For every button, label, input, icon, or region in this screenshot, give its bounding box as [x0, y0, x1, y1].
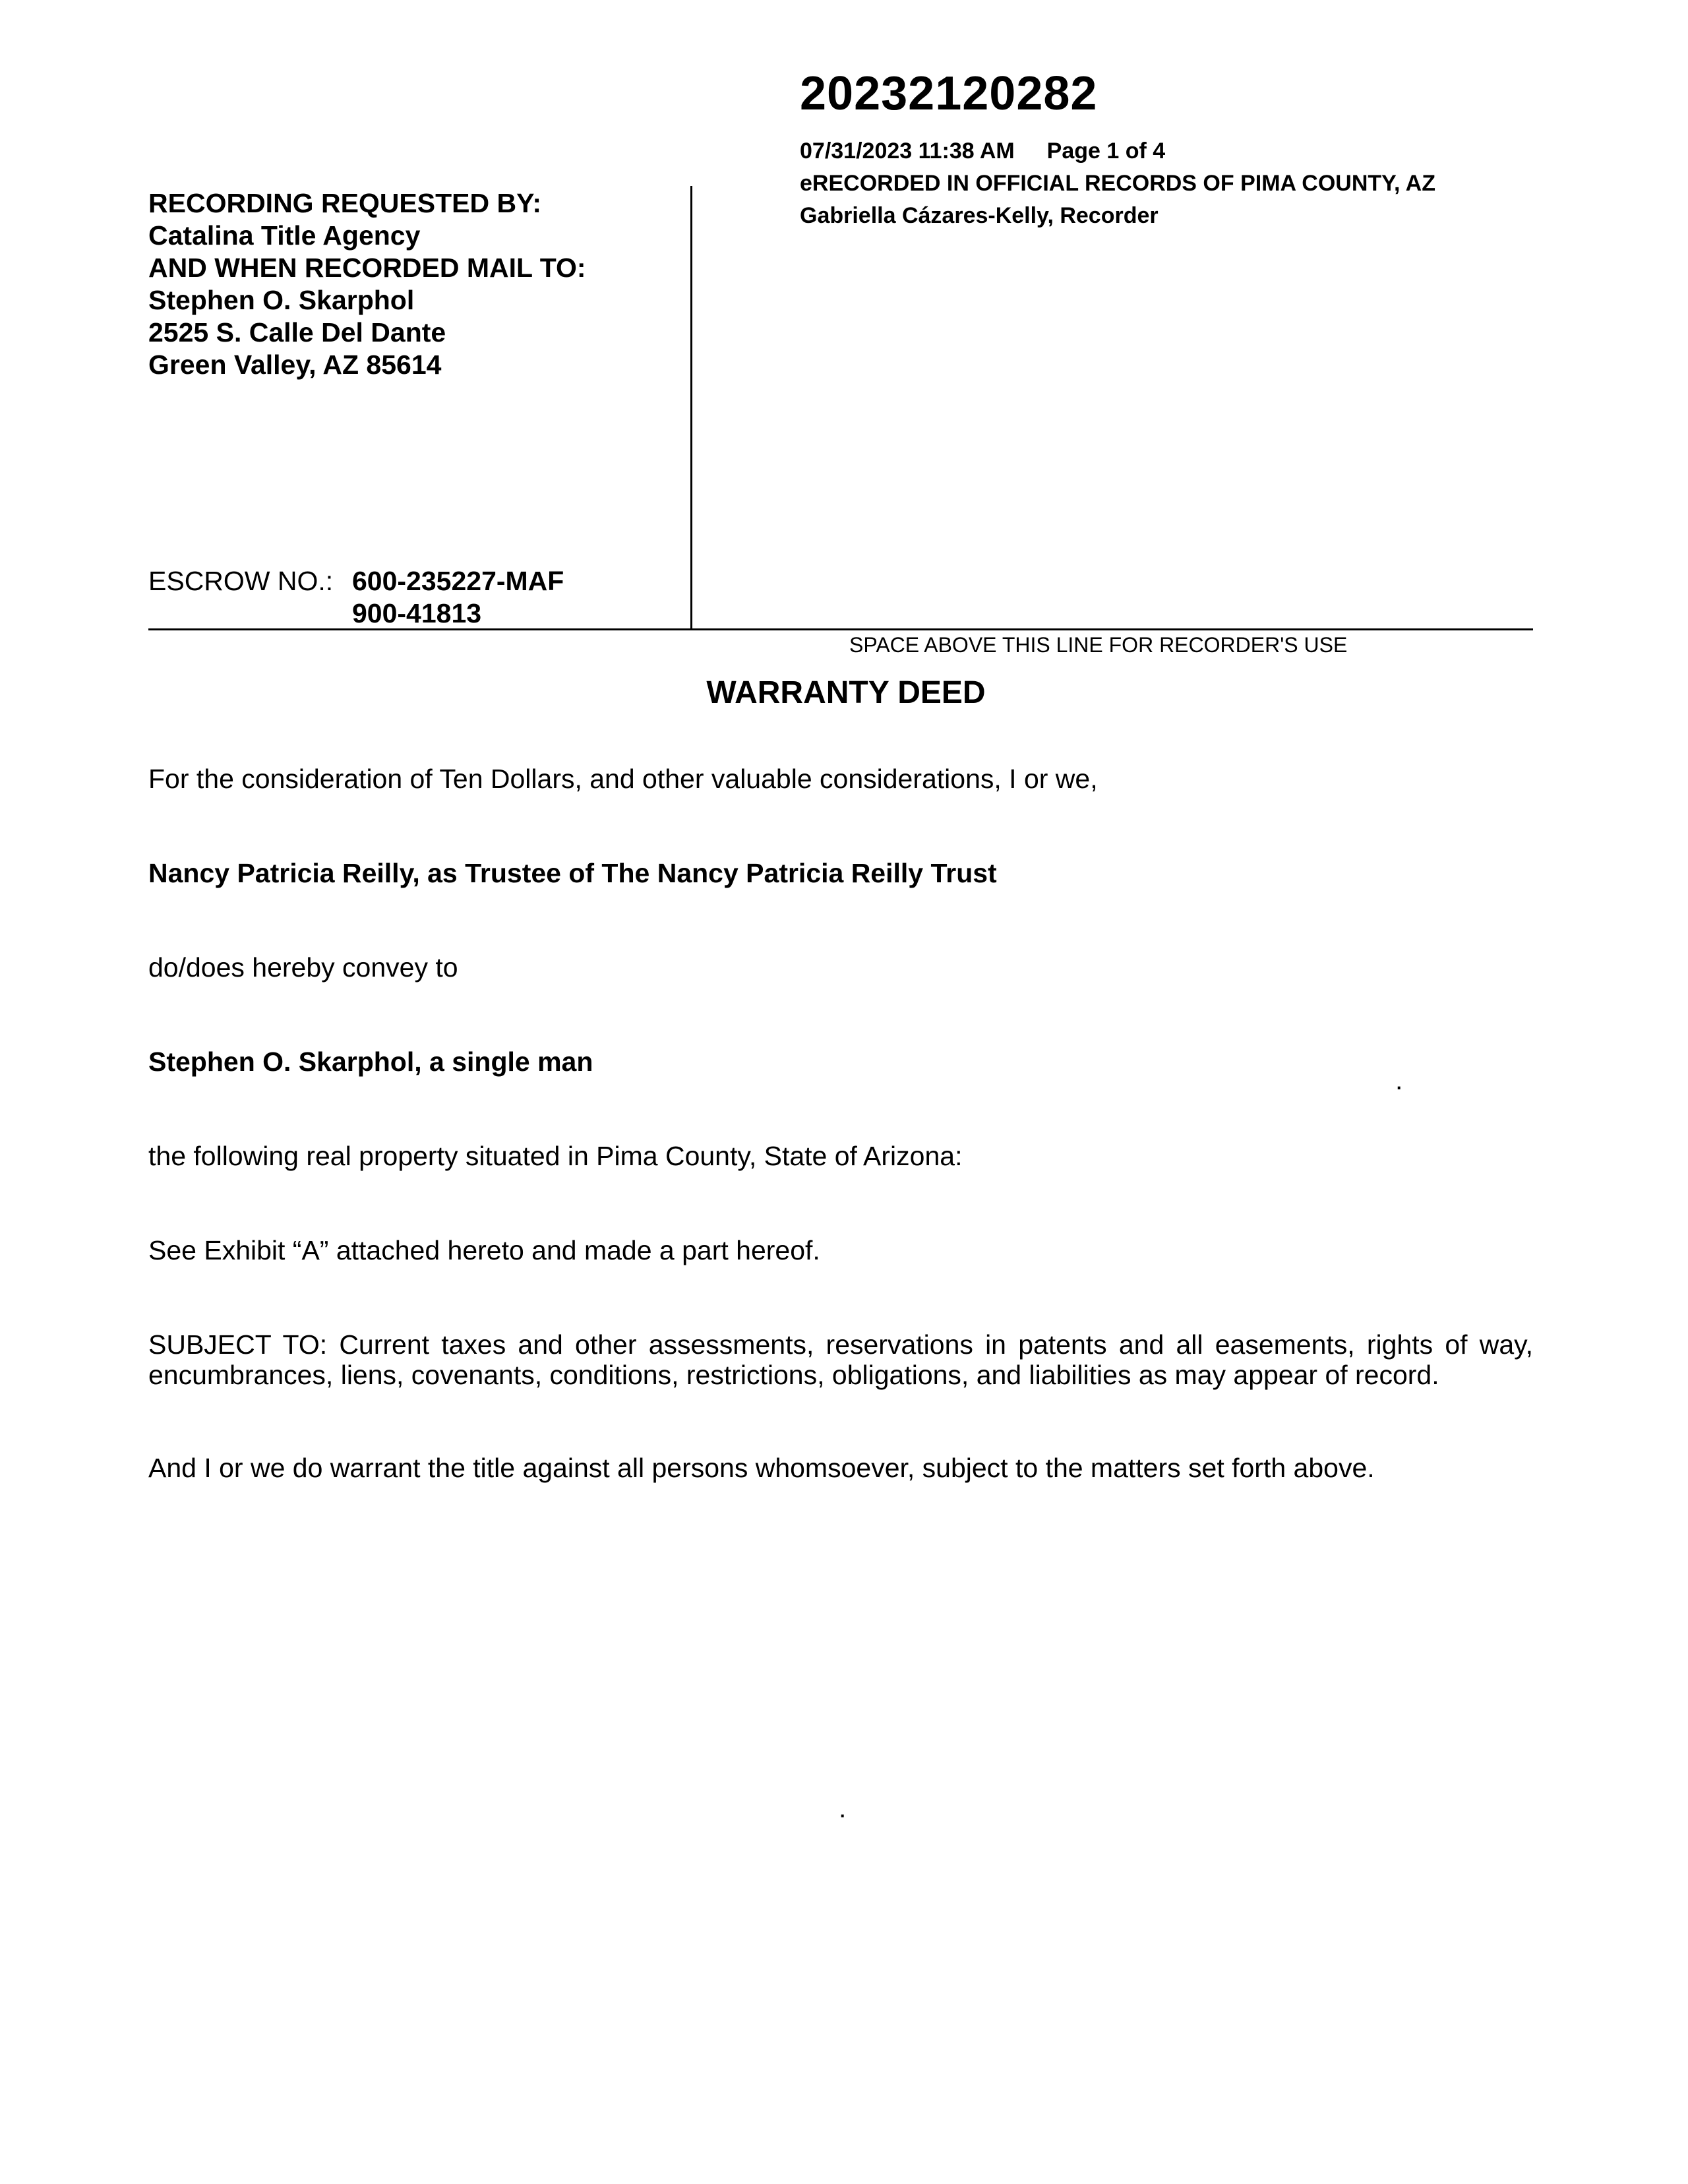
escrow-numbers	[352, 565, 564, 630]
recording-date-time: 07/31/2023 11:38 AM	[800, 138, 1015, 164]
mail-to-city-state-zip: Green Valley, AZ 85614	[148, 349, 442, 380]
deed-title-text: WARRANTY DEED	[706, 675, 986, 710]
grantee-name: Stephen O. Skarphol, a single man	[148, 1046, 593, 1077]
consideration-paragraph: For the consideration of Ten Dollars, and other valuable considerations, I or we,	[148, 764, 1098, 794]
mail-to-name: Stephen O. Skarphol	[148, 285, 415, 315]
convey-paragraph: do/does hereby convey to	[148, 952, 458, 983]
escrow-number-secondary: 900-41813	[352, 598, 482, 628]
escrow-number-primary: 600-235227-MAF	[352, 566, 564, 596]
recording-date-page-line	[800, 140, 1165, 162]
mail-to-street: 2525 S. Calle Del Dante	[148, 317, 446, 348]
mail-to-label: AND WHEN RECORDED MAIL TO:	[148, 253, 586, 283]
property-paragraph: the following real property situated in Pima County, State of Arizona:	[148, 1141, 963, 1171]
recording-block-divider	[690, 186, 692, 629]
recorder-name: Gabriella Cázares-Kelly, Recorder	[800, 203, 1159, 228]
recording-requested-block	[148, 187, 586, 381]
stray-mark-right: .	[1395, 1065, 1403, 1095]
recorded-official-records-line: eRECORDED IN OFFICIAL RECORDS OF PIMA COUNTY, AZ	[800, 171, 1436, 196]
deed-title	[0, 674, 1688, 712]
requesting-agency: Catalina Title Agency	[148, 220, 421, 251]
grantor-name: Nancy Patricia Reilly, as Trustee of The Nancy Patricia Reilly Trust	[148, 858, 997, 888]
recorder-use-rule	[148, 628, 1533, 630]
recording-page-info: Page 1 of 4	[1046, 138, 1166, 164]
subject-to-paragraph: SUBJECT TO: Current taxes and other assessments, reservations in patents and all easements, rights of way, encumbrances, liens, covenants, conditions, restrictions, obligations, and liabilities as may appear of record.	[148, 1329, 1533, 1390]
exhibit-paragraph: See Exhibit “A” attached hereto and made a part hereof.	[148, 1235, 820, 1265]
warranty-paragraph: And I or we do warrant the title against all persons whomsoever, subject to the matters set forth above.	[148, 1453, 1375, 1483]
stray-mark-center: .	[839, 1793, 847, 1823]
recorder-use-note: SPACE ABOVE THIS LINE FOR RECORDER'S USE	[849, 633, 1348, 657]
recording-document-number: 20232120282	[800, 67, 1098, 120]
escrow-label: ESCROW NO.:	[148, 566, 334, 596]
recording-requested-label: RECORDING REQUESTED BY:	[148, 188, 542, 218]
